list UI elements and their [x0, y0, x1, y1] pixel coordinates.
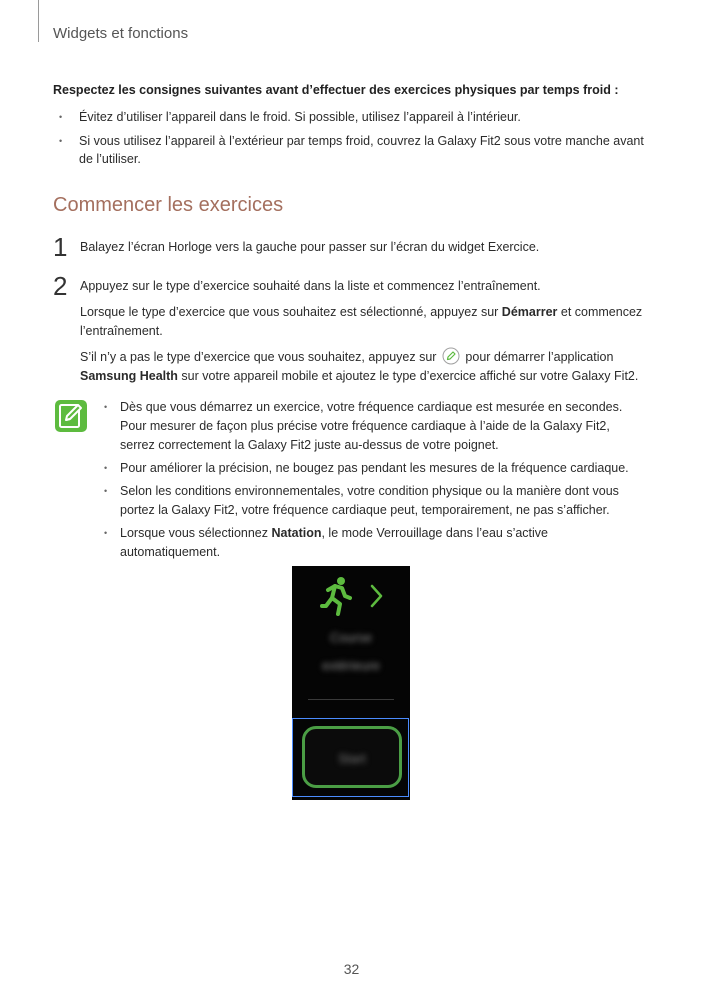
precaution-title: Respectez les consignes suivantes avant d’effectuer des exercices physiques par temps froid :: [53, 83, 619, 97]
step-paragraph: S’il n’y a pas le type d’exercice que vous souhaitez, appuyez sur pour démarrer l’application Samsung Health sur votre appareil mobile et ajoutez le type d’exercice affiché sur votre Galaxy Fit2.: [80, 347, 650, 386]
page-number: 32: [343, 961, 360, 977]
step-paragraph: Lorsque le type d’exercice que vous souhaitez est sélectionné, appuyez sur Démarrer et commencez l’entraînement.: [80, 305, 643, 338]
note-list: [100, 398, 645, 566]
exercise-label-line1: Course: [330, 630, 372, 645]
samsung-health-keyword: Samsung Health: [80, 369, 178, 383]
precaution-item: • Évitez d’utiliser l’appareil dans le froid. Si possible, utilisez l’appareil à l’intérieur.: [53, 108, 653, 126]
add-exercise-icon: [442, 347, 460, 365]
precaution-list: [53, 108, 653, 174]
start-keyword: Démarrer: [501, 305, 558, 319]
start-button[interactable]: [302, 726, 402, 788]
section-title: Commencer les exercices: [53, 194, 284, 216]
note-item: • Pour améliorer la précision, ne bougez pas pendant les mesures de la fréquence cardiaque.: [100, 459, 645, 478]
running-icon: [320, 576, 352, 616]
step-text: Appuyez sur le type d’exercice souhaité dans la liste et commencez l’entraînement.: [80, 279, 541, 293]
page-header-title: Widgets et fonctions: [53, 25, 189, 42]
note-pencil-icon: [54, 399, 88, 433]
exercise-label-line2: extérieure: [322, 658, 380, 673]
natation-keyword: Natation: [271, 526, 322, 540]
start-button-label: Start: [338, 751, 366, 766]
precaution-item: • Si vous utilisez l’appareil à l’extérieur par temps froid, couvrez la Galaxy Fit2 sous votre manche avant de l’utiliser.: [53, 132, 653, 168]
step-text: Balayez l’écran Horloge vers la gauche pour passer sur l’écran du widget Exercice.: [80, 240, 540, 254]
watch-divider: [308, 699, 394, 700]
chevron-right-icon[interactable]: [369, 584, 383, 608]
step-number: 2: [53, 271, 68, 301]
note-item: • Lorsque vous sélectionnez Natation, le mode Verrouillage dans l’eau s’active automatiquement.: [100, 524, 645, 562]
header-rule: [38, 0, 39, 42]
note-item: • Selon les conditions environnementales, votre condition physique ou la manière dont vous portez la Galaxy Fit2, votre fréquence cardiaque peut, temporairement, ne pas s’afficher.: [100, 482, 645, 520]
note-item: • Dès que vous démarrez un exercice, votre fréquence cardiaque est mesurée en secondes. Pour mesurer de façon plus précise votre fréquence cardiaque à l’aide de la Galaxy Fit2, serrez correctement la Galaxy Fit2 juste au-dessus de votre poignet.: [100, 398, 645, 455]
step-number: 1: [53, 232, 68, 262]
